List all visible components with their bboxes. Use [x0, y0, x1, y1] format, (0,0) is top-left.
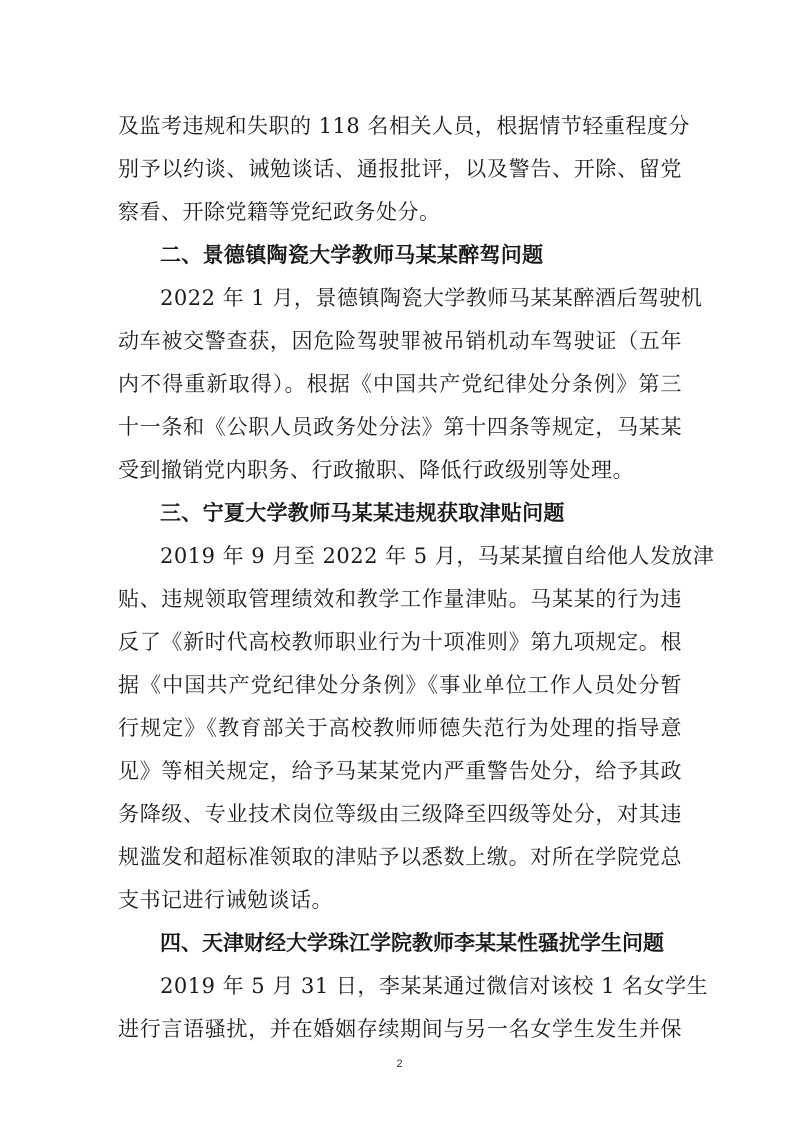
paragraph-line: 贴、违规领取管理绩效和教学工作量津贴。马某某的行为违: [118, 587, 682, 611]
paragraph-line: 进行言语骚扰，并在婚姻存续期间与另一名女学生发生并保: [118, 1017, 682, 1041]
paragraph-line: 务降级、专业技术岗位等级由三级降至四级等处分，对其违: [118, 802, 682, 826]
paragraph-line: 支书记进行诫勉谈话。: [118, 888, 333, 912]
paragraph-line: 内不得重新取得）。根据《中国共产党纪律处分条例》第三: [118, 372, 682, 396]
paragraph-line: 及监考违规和失职的 118 名相关人员，根据情节轻重程度分: [118, 114, 690, 138]
paragraph-line: 受到撤销党内职务、行政撤职、降低行政级别等处理。: [118, 458, 634, 482]
section-heading: 二、景德镇陶瓷大学教师马某某醉驾问题: [160, 243, 544, 267]
paragraph-line: 动车被交警查获，因危险驾驶罪被吊销机动车驾驶证（五年: [118, 329, 682, 353]
section-heading: 四、天津财经大学珠江学院教师李某某性骚扰学生问题: [160, 931, 664, 955]
paragraph-line: 反了《新时代高校教师职业行为十项准则》第九项规定。根: [118, 630, 682, 654]
paragraph-line: 2019 年 9 月至 2022 年 5 月，马某某擅自给他人发放津: [160, 544, 715, 568]
paragraph-line: 2022 年 1 月，景德镇陶瓷大学教师马某某醉酒后驾驶机: [160, 286, 703, 310]
paragraph-line: 察看、开除党籍等党纪政务处分。: [118, 200, 441, 224]
paragraph-line: 规滥发和超标准领取的津贴予以悉数上缴。对所在学院党总: [118, 845, 682, 869]
paragraph-line: 见》等相关规定，给予马某某党内严重警告处分，给予其政: [118, 759, 682, 783]
paragraph-line: 2019 年 5 月 31 日，李某某通过微信对该校 1 名女学生: [160, 974, 709, 998]
section-heading: 三、宁夏大学教师马某某违规获取津贴问题: [160, 501, 565, 525]
paragraph-line: 据《中国共产党纪律处分条例》《事业单位工作人员处分暂: [118, 673, 682, 697]
paragraph-line: 十一条和《公职人员政务处分法》第十四条等规定，马某某: [118, 415, 682, 439]
paragraph-line: 行规定》《教育部关于高校教师师德失范行为处理的指导意: [118, 716, 682, 740]
paragraph-line: 别予以约谈、诫勉谈话、通报批评，以及警告、开除、留党: [118, 157, 682, 181]
page-number: 2: [396, 1058, 403, 1070]
